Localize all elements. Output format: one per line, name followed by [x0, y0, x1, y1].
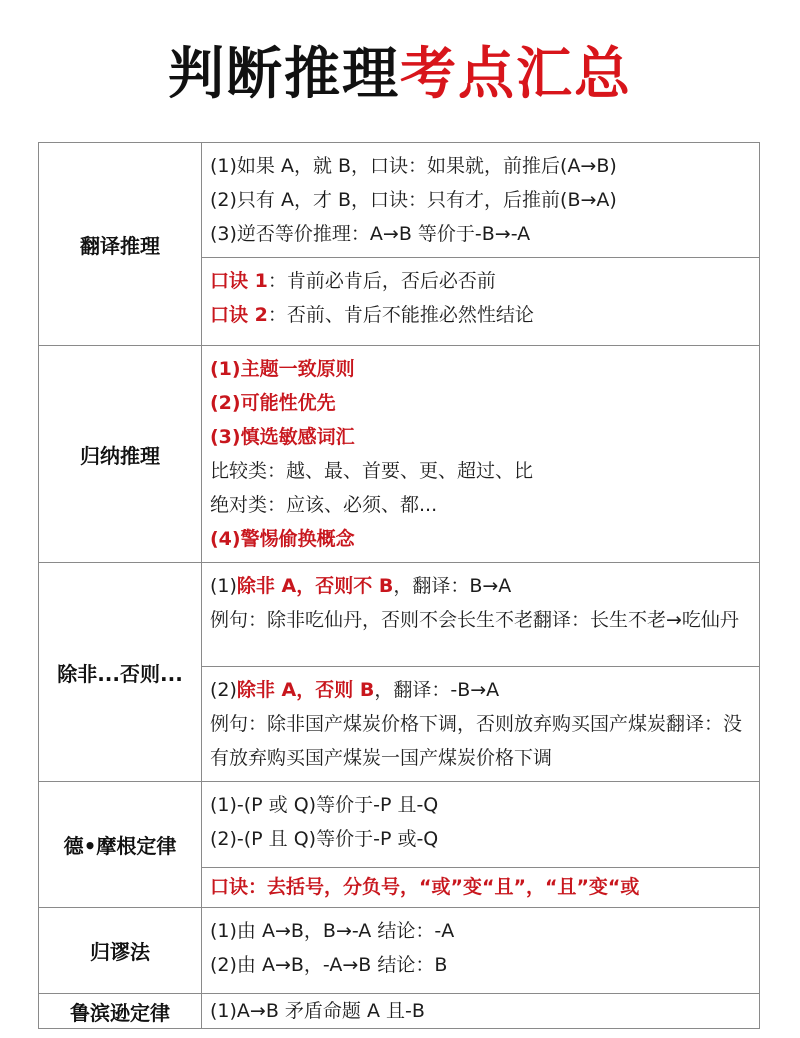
fanyi-mnemonic-1 — [210, 264, 751, 298]
demogen-mnemonic: 口诀：去括号，分负号，“或”变“且”，“且”变“或 — [210, 876, 640, 898]
chufei-case-2-rule — [210, 673, 751, 707]
guina-rule-absolute: 绝对类：应该、必须、都... — [210, 494, 438, 516]
title-part-black: 判断推理 — [168, 42, 400, 107]
fanyi-rule-3: (3)逆否等价推理：A→B 等价于-B→-A — [210, 223, 531, 245]
case-1-key: 除非 A，否则不 B — [236, 575, 394, 597]
fanyi-rules — [202, 143, 760, 258]
page-title — [0, 40, 800, 110]
fanyi-mnemonic-2 — [210, 298, 751, 332]
table-row — [39, 346, 760, 563]
summary-table — [38, 142, 760, 1029]
guimiu-rule-1: (1)由 A→B，B→-A 结论：-A — [210, 920, 455, 942]
chufei-case-1-rule — [210, 569, 751, 603]
case-2-key: 除非 A，否则 B — [236, 679, 375, 701]
demogen-rules — [202, 782, 760, 868]
table-row — [39, 563, 760, 667]
guina-rule-4: (4)警惕偷换概念 — [210, 528, 355, 550]
guina-rule-1: (1)主题一致原则 — [210, 358, 355, 380]
lubin-rules — [202, 994, 760, 1029]
row-label-guimiu: 归谬法 — [39, 908, 202, 994]
table-row — [39, 143, 760, 258]
guina-rules — [202, 346, 760, 563]
case-1-suffix: ，翻译：B→A — [393, 575, 512, 597]
table-row — [39, 994, 760, 1029]
guina-rule-3: (3)慎选敏感词汇 — [210, 426, 355, 448]
guimiu-rule-2: (2)由 A→B，-A→B 结论：B — [210, 954, 448, 976]
guimiu-rules — [202, 908, 760, 994]
mnemonic-2-text: ：否前、肯后不能推必然性结论 — [267, 304, 534, 326]
demogen-rule-2: (2)-(P 且 Q)等价于-P 或-Q — [210, 828, 439, 850]
table-row — [39, 782, 760, 868]
mnemonic-2-key: 口诀 2 — [210, 304, 268, 326]
chufei-case-2-example: 例句：除非国产煤炭价格下调，否则放弃购买国产煤炭翻译：没有放弃购买国产煤炭一国产煤炭价格下调 — [210, 713, 743, 769]
chufei-case-1 — [202, 563, 760, 667]
chufei-case-2 — [202, 667, 760, 782]
guina-rule-compare: 比较类：越、最、首要、更、超过、比 — [210, 460, 534, 482]
row-label-demogen: 德•摩根定律 — [39, 782, 202, 908]
case-1-prefix: (1) — [210, 575, 237, 597]
guina-rule-2: (2)可能性优先 — [210, 392, 336, 414]
fanyi-rule-1: (1)如果 A，就 B，口诀：如果就，前推后(A→B) — [210, 155, 617, 177]
case-2-prefix: (2) — [210, 679, 237, 701]
fanyi-rule-2: (2)只有 A，才 B，口诀：只有才，后推前(B→A) — [210, 189, 617, 211]
row-label-fanyi: 翻译推理 — [39, 143, 202, 346]
title-part-red: 考点汇总 — [400, 42, 632, 107]
mnemonic-1-key: 口诀 1 — [210, 270, 268, 292]
row-label-lubin: 鲁滨逊定律 — [39, 994, 202, 1029]
lubin-rule-1: (1)A→B 矛盾命题 A 且-B — [210, 1000, 425, 1022]
row-label-chufei: 除非...否则... — [39, 563, 202, 782]
demogen-mnemonic-cell — [202, 868, 760, 908]
mnemonic-1-text: ：肯前必肯后，否后必否前 — [267, 270, 496, 292]
chufei-case-1-example: 例句：除非吃仙丹，否则不会长生不老翻译：长生不老→吃仙丹 — [210, 609, 739, 631]
fanyi-mnemonics — [202, 258, 760, 346]
row-label-guina: 归纳推理 — [39, 346, 202, 563]
table-row — [39, 908, 760, 994]
demogen-rule-1: (1)-(P 或 Q)等价于-P 且-Q — [210, 794, 439, 816]
case-2-suffix: ，翻译：-B→A — [374, 679, 500, 701]
